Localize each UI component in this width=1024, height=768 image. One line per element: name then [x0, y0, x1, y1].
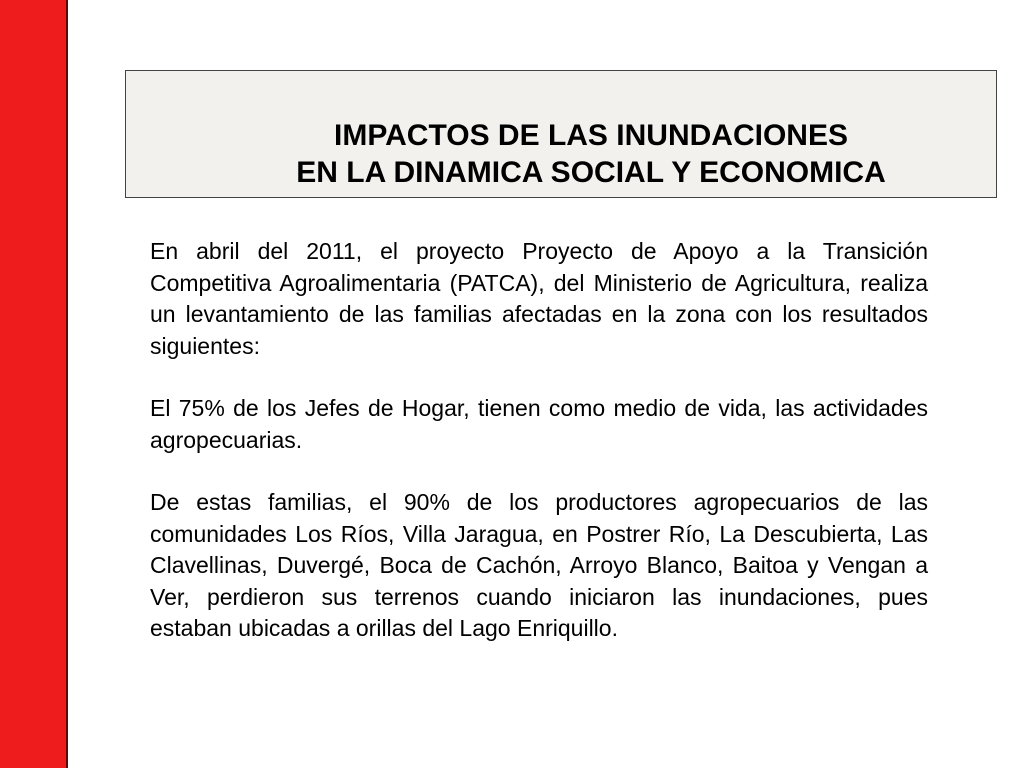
- title-line-1: IMPACTOS DE LAS INUNDACIONES: [334, 119, 848, 152]
- body-text: [150, 236, 928, 676]
- title-box: [125, 70, 997, 198]
- paragraph-intro: En abril del 2011, el proyecto Proyecto de Apoyo a la Transición Competitiva Agroalimentaria (PATCA), del Ministerio de Agricultura, realiza un levantamiento de las familias afectadas en la zona con los resultados siguientes:: [150, 238, 928, 359]
- paragraph-communities: De estas familias, el 90% de los productores agropecuarios de las comunidades Los Ríos, Villa Jaragua, en Postrer Río, La Descubierta, Las Clavellinas, Duvergé, Boca de Cachón, Arroyo Blanco, Baitoa y Vengan a Ver, perdieron sus terrenos cuando iniciaron las inundaciones, pues estaban ubicadas a orillas del Lago Enriquillo.: [150, 489, 928, 641]
- paragraph-heads-of-household: El 75% de los Jefes de Hogar, tienen como medio de vida, las actividades agropecuarias.: [150, 395, 928, 453]
- slide-title: [126, 117, 996, 191]
- title-line-2: EN LA DINAMICA SOCIAL Y ECONOMICA: [296, 156, 886, 189]
- red-accent-bar: [0, 0, 68, 768]
